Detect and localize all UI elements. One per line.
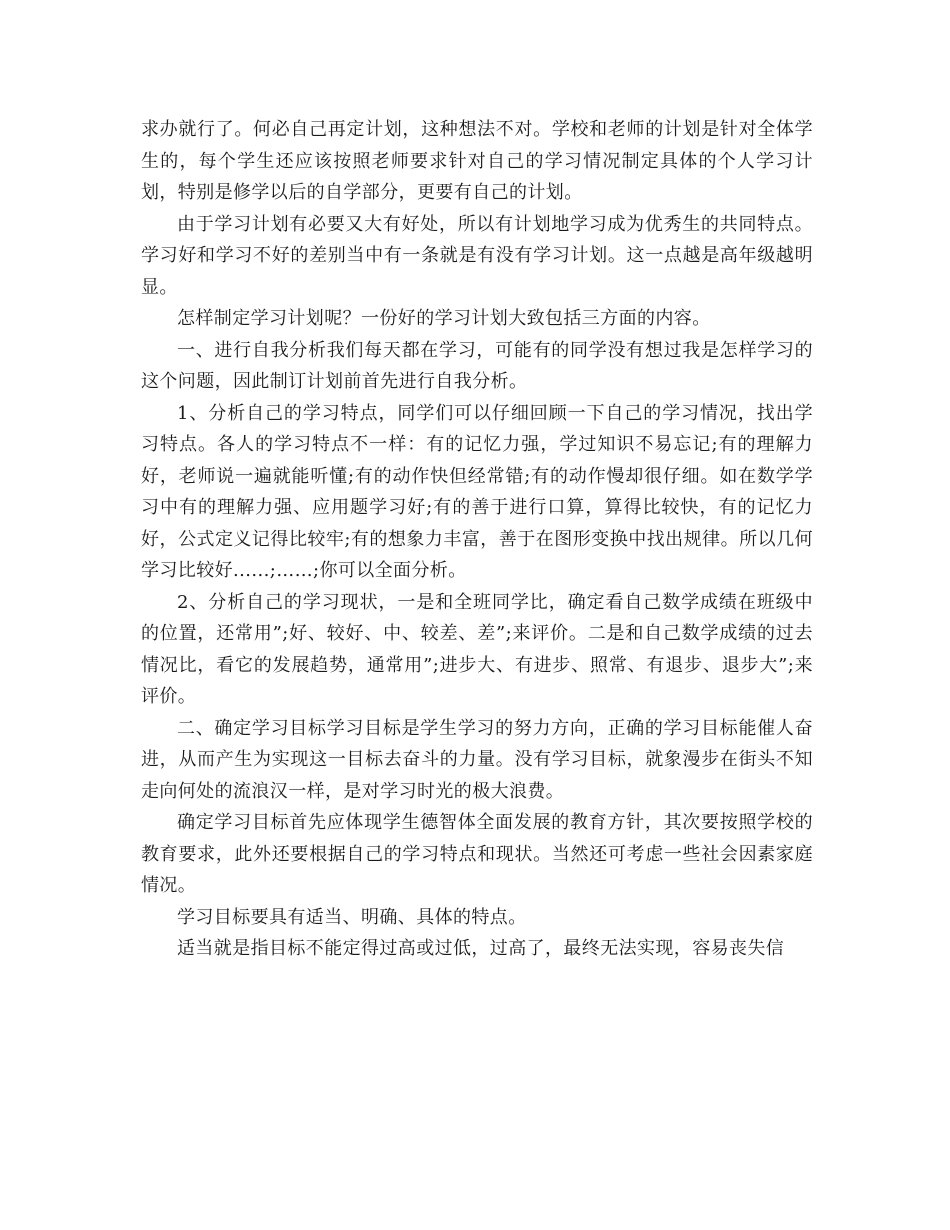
paragraph-10: 适当就是指目标不能定得过高或过低，过高了，最终无法实现，容易丧失信 [177,938,785,959]
paragraph-4: 一、进行自我分析我们每天都在学习，可能有的同学没有想过我是怎样学习的这个问题，因此制订计划前首先进行自我分析。 [141,339,813,392]
paragraph-6: 2、分析自己的学习现状，一是和全班同学比，确定看自己数学成绩在班级中的位置，还常用”;好、较好、中、较差、差”;来评价。二是和自己数学成绩的过去情况比，看它的发展趋势，通常用”;进步大、有进步、照常、有退步、退步大”;来评价。 [141,591,813,707]
paragraph-2: 由于学习计划有必要又大有好处，所以有计划地学习成为优秀生的共同特点。学习好和学习不好的差别当中有一条就是有没有学习计划。这一点越是高年级越明显。 [141,213,813,298]
paragraph-8: 确定学习目标首先应体现学生德智体全面发展的教育方针，其次要按照学校的教育要求，此外还要根据自己的学习特点和现状。当然还可考虑一些社会因素家庭情况。 [141,812,813,896]
paragraph-3: 怎样制定学习计划呢？一份好的学习计划大致包括三方面的内容。 [177,308,711,329]
paragraph-7: 二、确定学习目标学习目标是学生学习的努力方向，正确的学习目标能催人奋进，从而产生为实现这一目标去奋斗的力量。没有学习目标，就象漫步在街头不知走向何处的流浪汉一样，是对学习时光的极大浪费。 [141,717,813,802]
document-body [141,114,813,965]
paragraph-1: 求办就行了。何必自己再定计划，这种想法不对。学校和老师的计划是针对全体学生的，每个学生还应该按照老师要求针对自己的学习情况制定具体的个人学习计划，特别是修学以后的自学部分，更要有自己的计划。 [141,119,813,203]
paragraph-9: 学习目标要具有适当、明确、具体的特点。 [177,906,527,928]
paragraph-5: 1、分析自己的学习特点，同学们可以仔细回顾一下自己的学习情况，找出学习特点。各人的学习特点不一样：有的记忆力强，学过知识不易忘记;有的理解力好，老师说一遍就能听懂;有的动作快但经常错;有的动作慢却很仔细。如在数学学习中有的理解力强、应用题学习好;有的善于进行口算，算得比较快，有的记忆力好，公式定义记得比较牢;有的想象力丰富，善于在图形变换中找出规律。所以几何学习比较好......;……;你可以全面分析。 [141,402,813,581]
